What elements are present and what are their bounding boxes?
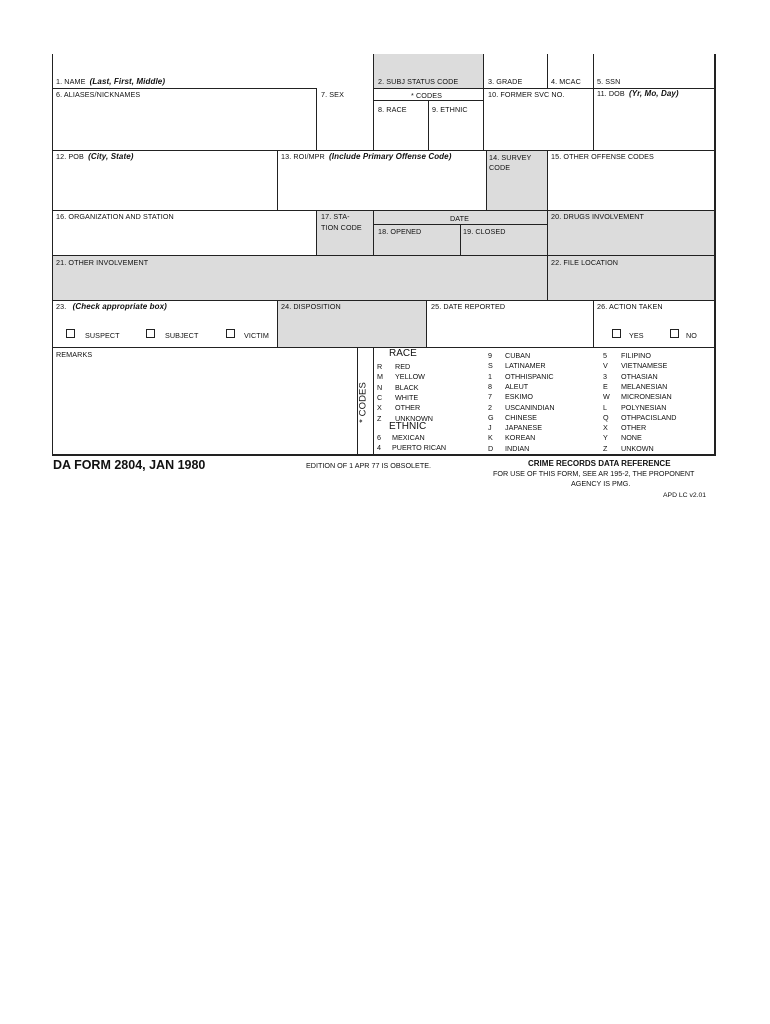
v-daterep-left: [426, 300, 427, 347]
check-box-hint: (Check appropriate box): [72, 302, 167, 311]
pob-label: [56, 152, 134, 161]
v-survey-right: [547, 150, 548, 210]
code-label: WHITE: [395, 392, 419, 402]
sex-label: 7. SEX: [321, 90, 344, 99]
yes-checkbox[interactable]: [612, 329, 621, 338]
code-label: POLYNESIAN: [621, 402, 667, 412]
codes-vertical-label: * CODES: [357, 382, 369, 423]
code-label: YELLOW: [395, 372, 425, 382]
code-label: VIETNAMESE: [621, 361, 668, 371]
code-value: 7: [488, 392, 492, 402]
date-reported-label: 25. DATE REPORTED: [431, 302, 506, 311]
closed-label: 19. CLOSED: [463, 227, 506, 236]
code-label: OTHHISPANIC: [505, 371, 554, 381]
code-value: M: [377, 372, 383, 382]
check-box-label: [56, 302, 167, 311]
code-label: UNKNOWN: [395, 413, 433, 423]
code-value: D: [488, 443, 494, 453]
opened-label: 18. OPENED: [378, 227, 422, 236]
crime-records-form: [52, 54, 716, 456]
code-label: CUBAN: [505, 351, 531, 360]
rule-bottom: [52, 454, 716, 456]
v-sex-left: [316, 88, 317, 150]
name-label-text: 1. NAME: [56, 77, 86, 86]
v-station-left: [316, 210, 317, 255]
code-label: FILIPINO: [621, 351, 651, 360]
code-label: OTHER: [621, 423, 647, 433]
file-location-label: 22. FILE LOCATION: [551, 258, 619, 267]
code-value: 2: [488, 402, 492, 412]
ethnic-label: 9. ETHNIC: [432, 105, 468, 114]
code-value: N: [377, 382, 383, 392]
code-label: PUERTO RICAN: [392, 443, 447, 453]
pob-label-text: 12. POB: [56, 152, 84, 161]
aliases-label: 6. ALIASES/NICKNAMES: [56, 90, 141, 99]
station-code-label-1: 17. STA-: [321, 212, 350, 221]
code-value: 1: [488, 371, 492, 381]
form-id: DA FORM 2804, JAN 1980: [53, 458, 206, 472]
roi-label-text: 13. ROI/MPR: [281, 152, 325, 161]
grade-label: 3. GRADE: [488, 77, 523, 86]
code-value: K: [488, 433, 493, 443]
code-label: ESKIMO: [505, 392, 533, 402]
code-label: INDIAN: [505, 443, 530, 453]
rule-row2: [52, 150, 714, 151]
subj-status-label: 2. SUBJ STATUS CODE: [378, 77, 459, 86]
code-value: J: [488, 423, 492, 433]
code-label: MEXICAN: [392, 433, 425, 442]
other-offense-label: 15. OTHER OFFENSE CODES: [551, 152, 654, 161]
code-label: JAPANESE: [505, 423, 543, 433]
station-code-label-2: TION CODE: [321, 223, 362, 232]
name-hint: (Last, First, Middle): [89, 77, 166, 86]
date-label: DATE: [450, 214, 470, 223]
code-value: E: [603, 381, 608, 391]
race-heading: RACE: [389, 348, 417, 359]
check-box-num: 23.: [56, 302, 67, 311]
rule-row6: [52, 347, 714, 348]
code-label: CHINESE: [505, 412, 537, 422]
code-label: MELANESIAN: [621, 381, 668, 391]
version-label: APD LC v2.01: [663, 492, 707, 499]
code-value: Y: [603, 433, 608, 443]
v-drugs-left: [547, 210, 548, 300]
code-value: Q: [603, 412, 609, 422]
former-svc-label: 10. FORMER SVC NO.: [488, 90, 565, 99]
code-value: 6: [377, 433, 381, 442]
code-value: C: [377, 392, 383, 402]
victim-checkbox[interactable]: [226, 329, 235, 338]
drugs-label: 20. DRUGS INVOLVEMENT: [551, 212, 645, 221]
v-ssn-left: [593, 54, 594, 150]
org-station-label: 16. ORGANIZATION AND STATION: [56, 212, 174, 221]
code-value: 5: [603, 351, 607, 360]
code-label: OTHPACISLAND: [621, 412, 677, 422]
code-label: KOREAN: [505, 433, 536, 443]
code-value: V: [603, 361, 608, 371]
v-codes-inner: [373, 347, 374, 454]
code-value: G: [488, 412, 494, 422]
code-label: BLACK: [395, 382, 419, 392]
v-roi-left: [277, 150, 278, 210]
v-date-left: [373, 210, 374, 255]
code-label: LATINAMER: [505, 361, 546, 371]
remarks-label: REMARKS: [56, 350, 93, 359]
v-grade-left: [483, 54, 484, 150]
code-value: R: [377, 362, 383, 371]
race-label: 8. RACE: [378, 105, 407, 114]
v-race-ethnic: [428, 100, 429, 150]
code-label: OTHER: [395, 403, 421, 413]
suspect-label: SUSPECT: [85, 331, 120, 340]
code-value: Z: [377, 413, 382, 423]
v-disp-left: [277, 300, 278, 347]
roi-hint: (Include Primary Offense Code): [329, 152, 452, 161]
rule-name: [52, 88, 316, 89]
pob-hint: (City, State): [88, 152, 134, 161]
code-value: 8: [488, 381, 492, 391]
code-label: NONE: [621, 433, 642, 443]
dob-label: [597, 89, 679, 98]
name-label: [56, 77, 165, 86]
code-value: W: [603, 392, 610, 402]
right-border: [714, 54, 716, 456]
ethnic-heading: ETHNIC: [389, 421, 427, 432]
rule-row4: [52, 255, 714, 256]
code-value: L: [603, 402, 607, 412]
v-mcac-left: [547, 54, 548, 88]
v-closed-left: [460, 224, 461, 255]
no-checkbox[interactable]: [670, 329, 679, 338]
action-taken-label: 26. ACTION TAKEN: [597, 302, 663, 311]
code-label: RED: [395, 362, 411, 371]
code-value: 4: [377, 443, 381, 453]
code-value: 9: [488, 351, 492, 360]
survey-code-label-1: 14. SURVEY: [489, 153, 532, 162]
code-value: S: [488, 361, 493, 371]
mcac-label: 4. MCAC: [551, 77, 581, 86]
ssn-label: 5. SSN: [597, 77, 621, 86]
v-survey-left: [486, 150, 487, 210]
code-label: UNKOWN: [621, 443, 654, 453]
reference-line-2: AGENCY IS PMG.: [571, 479, 631, 488]
disposition-label: 24. DISPOSITION: [281, 302, 341, 311]
rule-row3: [52, 210, 714, 211]
code-value: 3: [603, 371, 607, 381]
code-value: Z: [603, 443, 608, 453]
subject-label: SUBJECT: [165, 331, 199, 340]
suspect-checkbox[interactable]: [66, 329, 75, 338]
dob-label-text: 11. DOB: [597, 89, 625, 98]
code-label: OTHASIAN: [621, 371, 658, 381]
code-value: X: [377, 403, 382, 413]
victim-label: VICTIM: [244, 331, 269, 340]
v-subj-left: [373, 54, 374, 150]
code-value: X: [603, 423, 608, 433]
reference-title: CRIME RECORDS DATA REFERENCE: [528, 459, 671, 468]
roi-label: [281, 152, 451, 161]
dob-hint: (Yr, Mo, Day): [628, 89, 679, 98]
rule-row5: [52, 300, 714, 301]
no-label: NO: [686, 331, 697, 340]
survey-code-label-2: CODE: [489, 163, 511, 172]
code-label: MICRONESIAN: [621, 392, 672, 402]
yes-label: YES: [629, 331, 644, 340]
code-label: ALEUT: [505, 381, 529, 391]
reference-line-1: FOR USE OF THIS FORM, SEE AR 195-2, THE PROPONENT: [493, 469, 695, 478]
subject-checkbox[interactable]: [146, 329, 155, 338]
other-involvement-label: 21. OTHER INVOLVEMENT: [56, 258, 149, 267]
codes-star-label: * CODES: [411, 91, 443, 100]
edition-note: EDITION OF 1 APR 77 IS OBSOLETE.: [306, 461, 432, 470]
code-label: USCANINDIAN: [505, 402, 555, 412]
v-action-left: [593, 300, 594, 347]
